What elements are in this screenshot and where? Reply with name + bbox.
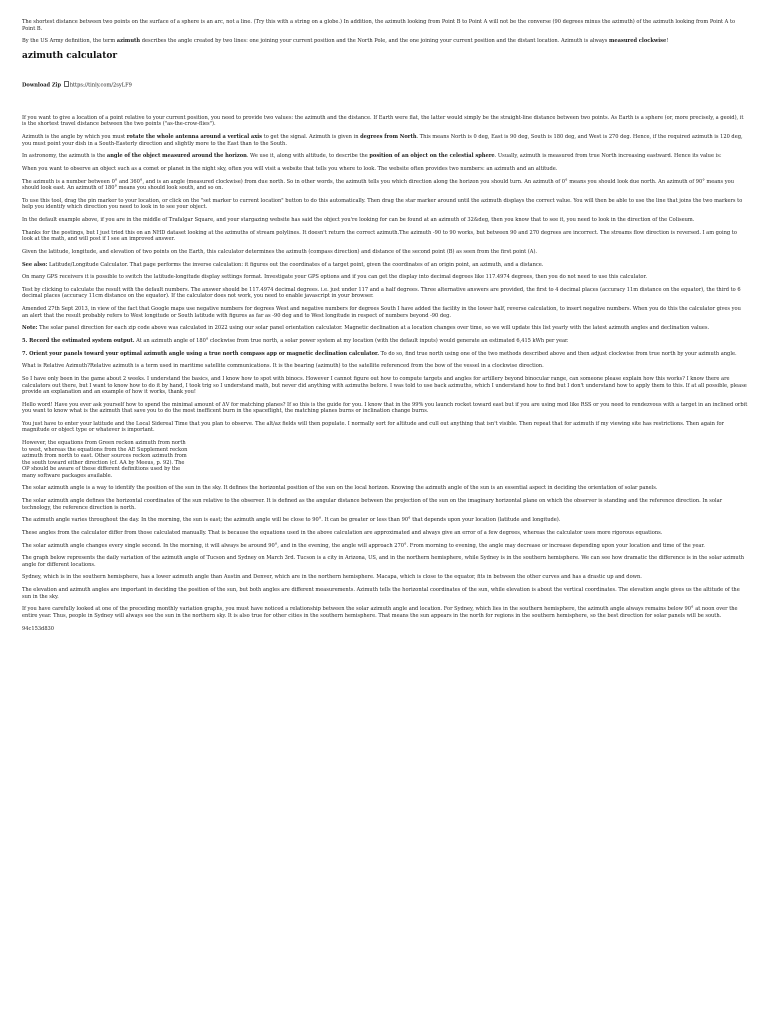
paragraph: The solar azimuth angle changes every single second. In the morning, it will always be around 90°, and in the evening, the angle will approach 270°. From morning to evening, the angle may decrease or increase depending upon your location and time of the year.: [22, 542, 705, 549]
paragraph: What is Relative Azimuth?Relative azimuth is a term used in maritime satellite communications. It is the bearing (azimuth) to the satellite referenced from the bow of the vessel in a clockwise direction.: [22, 363, 544, 370]
text: to get the signal. Azimuth is given in: [262, 134, 361, 141]
paragraph: You just have to enter your latitude and the Local Sidereal Time that you plan to observe. The alt/az fields will then populate. I normally sort for altitude and cull out anything that isn't visible. Then repeat that for azimuth if my viewing site has restrictions. Then again for magnitude or object type or whatever is important.: [22, 420, 724, 434]
paragraph: To use this tool, drag the pin marker to your location, or click on the "set marker to current location" button to do this automatically. Then drag the star marker around until the azimuth displays the correct value. You will then be able to use the line that joins the two markers to help you identify which direction you need to look in to see your object.: [22, 197, 743, 211]
intro-paragraph-2: [22, 38, 748, 45]
text: . Usually, azimuth is measured from true North increasing eastward. Hence its value is:: [494, 153, 722, 160]
text: In astronomy, the azimuth is the: [22, 153, 107, 160]
paragraph: Given the latitude, longitude, and elevation of two points on the Earth, this calculator determines the azimuth (compass direction) and distance of the second point (B) as seen from the first point (A).: [22, 248, 538, 255]
paragraph: When you want to observe an object such as a comet or planet in the night sky, often you will visit a website that tells you where to look. The website often provides two numbers: an azimuth and an altitude.: [22, 165, 558, 172]
bold-term: 5. Record the estimated system output.: [22, 338, 135, 344]
paragraph: However, the equations from Green reckon azimuth from north to west, whereas the equations from the AE Supplement reckon azimuth from north to east. Other sources reckon azimuth from the south toward either direction (cf. AA by Meeus, p. 92). The OP should be aware of these different definitions used by the many software packages available.: [22, 440, 188, 479]
page-title: azimuth calculator: [22, 50, 118, 61]
intro-paragraph-1: The shortest distance between two points on the surface of a sphere is an arc, not a line. (Try this with a string on a globe.) In addition, the azimuth looking from Point B to Point A will not be the converse (90 degrees minus the azimuth) of the azimuth looking from Point A to Point B.: [22, 19, 736, 32]
paragraph: [22, 338, 748, 345]
paragraph: The graph below represents the daily variation of the azimuth angle of Tucson and Sydney on March 3rd. Tucson is a city in Arizona, US, and in the northern hemisphere, while Sydney is in the southern hemisphere. We can see how dramatic the difference is in the solar azimuth angle for different locations.: [22, 555, 745, 568]
text: . This means North is 0 deg, East is 90 deg, South is 180 deg, and West is 270 deg. Hence, if the required azimuth is 120 deg, you must point your dish in a South-Easterly direction and slightly more to the East than to the South.: [22, 134, 743, 147]
link-icon: [64, 81, 69, 87]
text: Azimuth is the angle by which you must: [22, 134, 127, 141]
bold-term: Note:: [22, 325, 38, 332]
bold-term: 7. Orient your panels toward your optimal azimuth angle using a true north compass app or magnetic declination calculator.: [22, 350, 380, 357]
paragraph: The azimuth is a number between 0° and 360°, and is an angle (measured clockwise) from due north. So in other words, the azimuth tells you which direction along the horizon you should turn. An azimuth of 0° means you should look due north. An azimuth of 90° means you should look east. An azimuth of 180° means you should look south, and so on.: [22, 178, 735, 192]
text: To do so, find true north using one of the two methods described above and then adjust clockwise from true north by your azimuth angle.: [379, 350, 737, 357]
paragraph: The elevation and azimuth angles are important in deciding the position of the sun, but both angles are different measurements. Azimuth tells the horizontal coordinates of the sun, while elevation is about the vertical coordinates. The elevation angle gives us the altitude of the sun in the sky.: [22, 587, 740, 600]
bold-term: See also:: [22, 261, 48, 268]
paragraph: Hello word! Have you ever ask yourself how to spend the minimal amount of ΔV for matching planes? If so this is the guide for you. I know that in the 99% you launch rocket toward east but if you are using mod like RSS or you need to rendezvous with a target in an inclined orbit you want to know what is the azimuth that save you to do the most inefficent burn in the spaceflight, the matching planes burns or inclination change burns.: [22, 401, 748, 415]
paragraph: [22, 262, 748, 269]
text: describes the angle created by two lines: one joining your current position and the North Pole, and the one joining your current position and the distant location. Azimuth is always: [140, 38, 610, 45]
paragraph: The solar azimuth angle defines the horizontal coordinates of the sun relative to the observer. It is defined as the angular distance between the projection of the sun on the imaginary horizontal plane on which the observer is standing and the reference direction. In solar technology, the reference direction is north.: [22, 498, 723, 511]
bold-term: angle of the object measured around the horizon: [106, 153, 247, 160]
download-link[interactable]: https://tinly.com/2syLF9: [69, 82, 132, 89]
bold-term: rotate the whole antenna around a vertical axis: [126, 134, 263, 141]
paragraph: These angles from the calculator differ from those calculated manually. That is because the equations used in the above calculation are approximated and always give an error of a few degrees, whereas the calculator uses more rigorous equations.: [22, 529, 663, 536]
bold-term: measured clockwise: [609, 38, 667, 45]
bold-term: position of an object on the celestial sphere: [369, 153, 495, 160]
paragraph: [22, 325, 748, 332]
paragraph: Thanks for the postings, but I just tried this on an NHD dataset looking at the azimuths of stream polylines. It doesn't return the correct azimuth.The azimuth -90 to 90 works, but between 90 and 270 degrees are incorrect. The streams flow direction is reversed. I am going to look at the math, and will post if I see an improved answer.: [22, 229, 737, 243]
paragraph: On many GPS receivers it is possible to switch the latitude-longitude display settings format. Investigate your GPS options and if you can get the display into decimal degrees like 117.4974 degrees, then you do not need to use this calculator.: [22, 274, 647, 281]
paragraph: [22, 351, 748, 358]
text: By the US Army definition, the term: [22, 38, 117, 45]
text: . We use it, along with altitude, to describe the: [246, 153, 370, 160]
text: Latitude/Longitude Calculator. That page performs the inverse calculation: it figures out the coordinates of a target point, given the coordinates of an origin point, an azimuth, and a distance.: [47, 261, 544, 268]
paragraph: The azimuth angle varies throughout the day. In the morning, the sun is east; the azimuth angle will be close to 90°. It can be greater or less than 90° that depends upon your location (latitude and longitude).: [22, 517, 561, 524]
paragraph: The solar azimuth angle is a way to identify the position of the sun in the sky. It defines the horizontal position of the sun on the local horizon. Knowing the azimuth angle of the sun is an essential aspect in deciding the orientation of solar panels.: [22, 485, 658, 492]
paragraph: If you want to give a location of a point relative to your current position, you need to provide two values: the azimuth and the distance. If Earth were flat, the latter would simply be the straight-line distance between two points. As Earth is a sphere (or, more precisely, a geoid), it is the shortest travel distance between the two points ("as-the-crow-flies").: [22, 114, 744, 128]
text: The solar panel direction for each zip code above was calculated in 2022 using our solar panel orientation calculator. Magnetic declination at a location changes over time, so we will update this list yearly with the latest azimuth angles and declination values.: [37, 325, 710, 332]
download-label: Download Zip: [22, 82, 62, 89]
bold-term: azimuth: [116, 38, 141, 45]
bold-term: degrees from North: [360, 134, 417, 141]
text: At an azimuth angle of 180° clockwise from true north, a solar power system at my location (with the default inputs) would generate an estimated 6,415 kWh per year.: [134, 338, 569, 344]
paragraph: Amended 27th Sept 2013, in view of the fact that Google maps use negative numbers for degrees West and negative numbers for degrees South I have added the facility in the lower half, reverse calculation, to insert negative numbers. When you do this the calculator gives you an alert that the result probably refers to West longitude or South latitude with figures as far as -90 deg and to West longitude in respect of numbers beyond -90 deg.: [22, 306, 741, 319]
paragraph: [22, 134, 748, 147]
paragraph: So I have only been in the game about 2 weeks. I understand the basics, and I know how to spot with binocs. However I cannot figure out how to compute targets and angles for artillery beyond binocular range, can someone please explain how this works? I know there are calculators out there, but I want to know how to do it by hand, I took trig so I understand math, but never did anything with azimuths before. I was told to use back azimuths, which I understand how to find but I don't understand how to apply them to this. If at all possible, please provide an explanation and an example of how it works, thank you!: [22, 376, 747, 396]
paragraph: If you have carefully looked at one of the preceding monthly variation graphs, you must have noticed a relationship between the solar azimuth angle and location. For Sydney, which lies in the southern hemisphere, the azimuth angle always remains below 90° at noon over the entire year. Thus, people in Sydney will always see the sun in the northern sky. It is also true for other cities in the southern hemisphere. That means the sun appears in the north for regions in the southern hemisphere, so the best direction for solar panels will be south.: [22, 606, 738, 619]
paragraph: Sydney, which is in the southern hemisphere, has a lower azimuth angle than Austin and Denver, which are in the northern hemisphere. Macapa, which is close to the equator, fits in between the other curves and has a drastic up and down.: [22, 574, 642, 581]
footer-hash: 94c153d830: [22, 625, 55, 632]
text: !: [666, 38, 669, 45]
paragraph: Test by clicking to calculate the result with the default numbers. The answer should be 117.4974 decimal degrees. i.e. just under 117 and a half degrees. Three alternative answers are provided, the first to 4 decimal places (accuracy 11m distance on the equator), the third to 6 decimal places (accuracy 11cm distance on the equator). If the calculator does not work, you need to enable javascript in your browser.: [22, 286, 741, 300]
paragraph: In the default example above, if you are in the middle of Trafalgar Square, and your stargazing website has said the object you're looking for can be found at an azimuth of 32&deg, then you know that to see it, you need to look in the direction of the Coliseum.: [22, 217, 695, 223]
download-row: [22, 81, 748, 89]
paragraph: [22, 153, 748, 160]
